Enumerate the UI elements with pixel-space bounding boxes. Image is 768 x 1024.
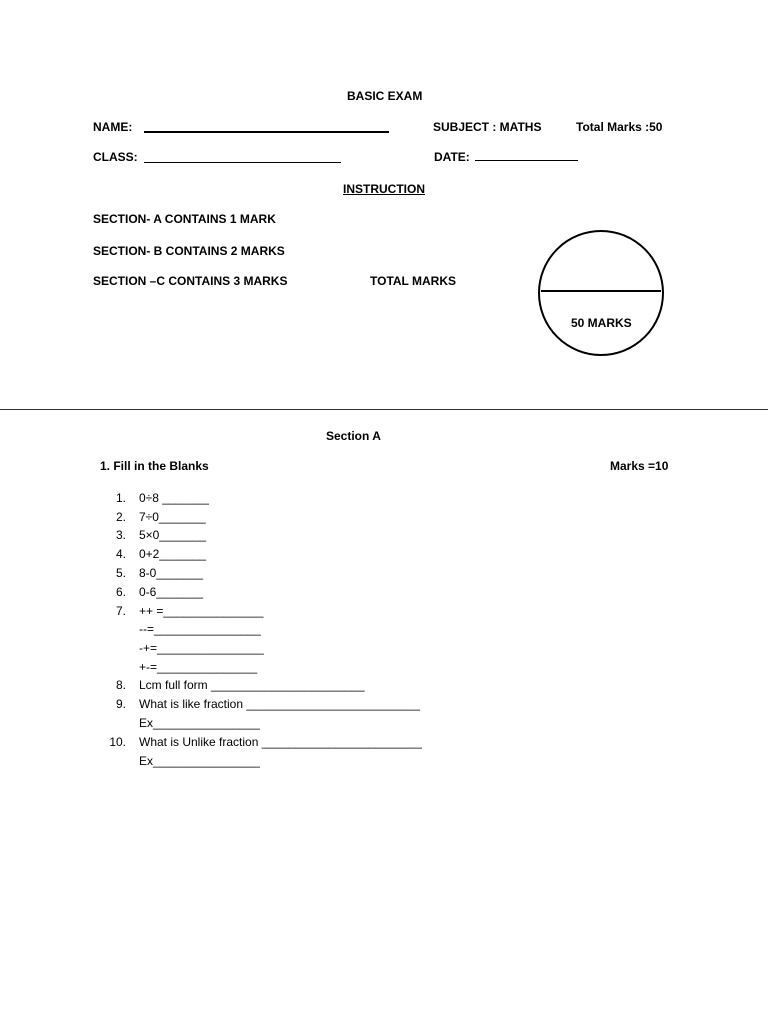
circle-marks-text: 50 MARKS: [571, 316, 632, 330]
marks-circle: [538, 230, 664, 356]
total-marks-label: TOTAL MARKS: [370, 274, 456, 288]
list-item: Lcm full form _______________________: [139, 678, 365, 692]
list-item: +-=_______________: [139, 660, 258, 674]
list-item: --=________________: [139, 622, 261, 636]
class-label: CLASS:: [93, 150, 138, 164]
section-a-instruction: SECTION- A CONTAINS 1 MARK: [93, 212, 276, 226]
list-item-number: 4.: [115, 547, 126, 561]
list-item: 0-6_______: [139, 585, 204, 599]
total-marks-text: Total Marks :50: [576, 120, 663, 134]
list-item-number: 9.: [115, 697, 126, 711]
marks-circle-divider: [541, 290, 661, 292]
instruction-heading: INSTRUCTION: [343, 182, 425, 196]
date-blank-line: [475, 160, 578, 161]
question-1-marks: Marks =10: [610, 459, 669, 473]
list-item: What is Unlike fraction ________________________: [139, 735, 422, 749]
section-a-title: Section A: [326, 429, 381, 443]
class-blank-line: [144, 162, 341, 163]
list-item: 7÷0_______: [139, 510, 206, 524]
list-item-number: 1.: [115, 491, 126, 505]
list-item: What is like fraction __________________________: [139, 697, 420, 711]
list-item-number: 3.: [115, 528, 126, 542]
subject-text: SUBJECT : MATHS: [433, 120, 542, 134]
question-1-heading: 1. Fill in the Blanks: [100, 459, 209, 473]
list-item: 0+2_______: [139, 547, 207, 561]
name-blank-line: [144, 131, 389, 133]
section-c-instruction: SECTION –C CONTAINS 3 MARKS: [93, 274, 288, 288]
list-item-number: 6.: [115, 585, 126, 599]
list-item-number: 7.: [115, 604, 126, 618]
list-item: 5×0_______: [139, 528, 207, 542]
list-item-number: 8.: [115, 678, 126, 692]
list-item-number: 2.: [115, 510, 126, 524]
list-item: ++ =_______________: [139, 604, 264, 618]
list-item: 0÷8 _______: [139, 491, 209, 505]
section-divider: [0, 409, 768, 410]
list-item: 8-0_______: [139, 566, 204, 580]
list-item: -+=________________: [139, 641, 264, 655]
date-label: DATE:: [434, 150, 470, 164]
section-b-instruction: SECTION- B CONTAINS 2 MARKS: [93, 244, 285, 258]
list-item-number: 10.: [109, 735, 126, 749]
name-label: NAME:: [93, 120, 133, 134]
list-item-number: 5.: [115, 566, 126, 580]
list-item: Ex________________: [139, 754, 260, 768]
exam-title: BASIC EXAM: [347, 89, 423, 103]
list-item: Ex________________: [139, 716, 260, 730]
